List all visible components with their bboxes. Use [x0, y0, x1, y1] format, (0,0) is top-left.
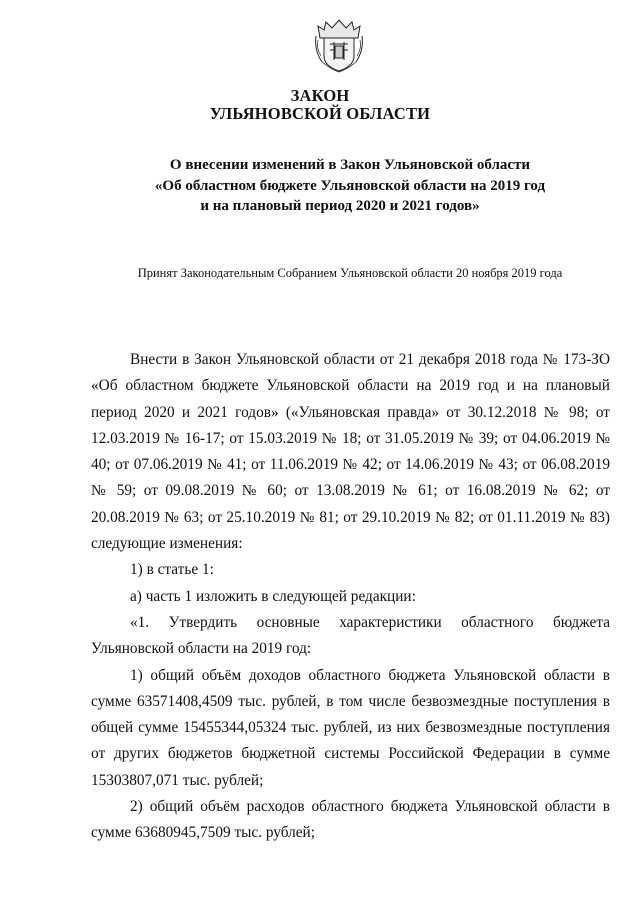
paragraph-expenditures: 2) общий объём расходов областного бюджета Ульяновской области в сумме 63680945,7509 тыс. рублей; — [91, 798, 610, 842]
paragraph-part-1: «1. Утвердить основные характеристики областного бюджета Ульяновской области на 2019 год: — [91, 613, 610, 658]
paragraph-item-a: а) часть 1 изложить в следующей редакции: — [130, 587, 416, 605]
paragraph-preamble: Внести в Закон Ульяновской области от 21 декабря 2018 года № 173-ЗО «Об областном бюджете Ульяновской области на 2019 год и на плановый период 2020 и 2021 годов» («Ульяновская правда» от 30.12.2018 № 98; от 12.03.2019 № 16-17; от 15.03.2019 № 18; от 31.05.2019 № 39; от 04.06.2019 № 40; от 07.06.2019 № 41; от 11.06.2019 № 42; от 14.06.2019 № 43; от 06.08.2019 № 59; от 09.08.2019 № 60; от 13.08.2019 № 61; от 16.08.2019 № 62; от 20.08.2019 № 63; от 25.10.2019 № 81; от 29.10.2019 № 82; от 01.11.2019 № 83) следующие изменения: — [91, 351, 610, 553]
region-heading: УЛЬЯНОВСКОЙ ОБЛАСТИ — [209, 104, 431, 123]
law-subject-line-1: О внесении изменений в Закон Ульяновской области — [169, 157, 531, 173]
law-subject-line-3: и на плановый период 2020 и 2021 годов» — [200, 198, 480, 214]
adoption-note: Принят Законодательным Собранием Ульяновской области 20 ноября 2019 года — [137, 266, 563, 280]
law-subject-line-2: «Об областном бюджете Ульяновской области на 2019 год — [154, 178, 546, 194]
law-heading: ЗАКОН — [290, 86, 350, 105]
ulyanovsk-oblast-coat-of-arms-icon — [312, 16, 366, 74]
paragraph-item-1: 1) в статье 1: — [130, 561, 214, 579]
paragraph-revenues: 1) общий объём доходов областного бюджета Ульяновской области в сумме 63571408,4509 тыс. рублей, в том числе безвозмездные поступления в общей сумме 15455344,05324 тыс. рублей, из них безвозмездные поступления от других бюджетов бюджетной системы Российской Федерации в сумме 15303807,071 тыс. рублей; — [91, 666, 610, 789]
law-body — [91, 347, 610, 847]
